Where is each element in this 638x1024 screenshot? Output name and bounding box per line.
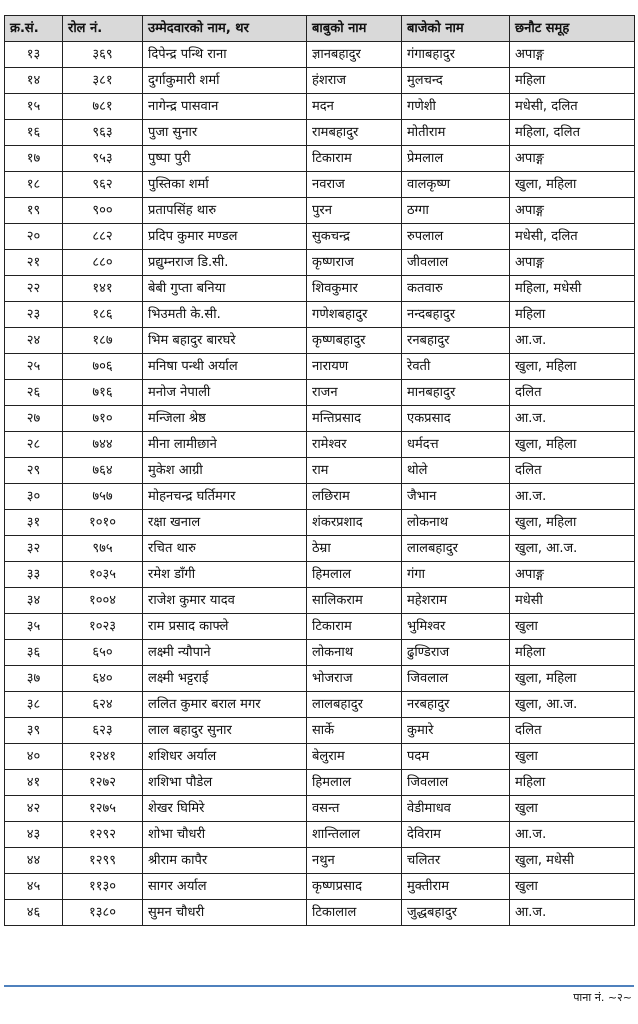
cell-group: महिला, मधेसी [510,276,635,302]
cell-name: लक्ष्मी न्यौपाने [143,640,307,666]
cell-name: भिउमती के.सी. [143,302,307,328]
cell-grandfather: जिवलाल [402,770,510,796]
cell-roll: ७५७ [63,484,143,510]
cell-group: खुला, महिला [510,354,635,380]
cell-name: प्रद्युम्नराज डि.सी. [143,250,307,276]
cell-grandfather: चलितर [402,848,510,874]
cell-roll: १२७२ [63,770,143,796]
cell-father: राम [307,458,402,484]
table-row [5,432,635,458]
cell-father: टिकालाल [307,900,402,926]
cell-father: मन्तिप्रसाद [307,406,402,432]
cell-serial: ३० [5,484,63,510]
cell-roll: १२९२ [63,822,143,848]
cell-group: खुला [510,796,635,822]
cell-grandfather: धर्मदत्त [402,432,510,458]
table-row [5,484,635,510]
cell-roll: ७१६ [63,380,143,406]
table-row [5,328,635,354]
cell-father: पुरन [307,198,402,224]
col-header-name: उम्मेदवारको नाम, थर [143,16,307,42]
table-row [5,718,635,744]
cell-father: राजन [307,380,402,406]
cell-grandfather: मुक्तीराम [402,874,510,900]
cell-grandfather: वालकृष्ण [402,172,510,198]
cell-grandfather: गंगा [402,562,510,588]
cell-grandfather: प्रेमलाल [402,146,510,172]
table-row [5,666,635,692]
cell-group: खुला [510,744,635,770]
cell-name: भिम बहादुर बारघरे [143,328,307,354]
cell-grandfather: नन्दबहादुर [402,302,510,328]
cell-roll: ७६४ [63,458,143,484]
table-row [5,172,635,198]
cell-roll: ७०६ [63,354,143,380]
cell-group: दलित [510,718,635,744]
cell-father: बेलुराम [307,744,402,770]
cell-serial: ४० [5,744,63,770]
cell-name: राम प्रसाद काफ्ले [143,614,307,640]
cell-roll: ११३० [63,874,143,900]
cell-father: लालबहादुर [307,692,402,718]
cell-roll: ९०० [63,198,143,224]
cell-grandfather: जीवलाल [402,250,510,276]
cell-father: वसन्त [307,796,402,822]
cell-father: ज्ञानबहादुर [307,42,402,68]
cell-serial: ३७ [5,666,63,692]
table-row [5,302,635,328]
cell-father: टिकाराम [307,146,402,172]
cell-serial: ४६ [5,900,63,926]
table-row [5,588,635,614]
table-row [5,848,635,874]
cell-serial: २२ [5,276,63,302]
table-row [5,744,635,770]
cell-serial: ३२ [5,536,63,562]
cell-grandfather: जिवलाल [402,666,510,692]
table-row [5,198,635,224]
cell-serial: १९ [5,198,63,224]
table-row [5,692,635,718]
cell-serial: २५ [5,354,63,380]
cell-serial: २३ [5,302,63,328]
cell-grandfather: महेशराम [402,588,510,614]
cell-father: नवराज [307,172,402,198]
table-row [5,640,635,666]
table-row [5,874,635,900]
table-row [5,770,635,796]
cell-group: महिला [510,770,635,796]
cell-group: खुला, आ.ज. [510,692,635,718]
table-row [5,354,635,380]
cell-name: लक्ष्मी भट्टराई [143,666,307,692]
cell-group: आ.ज. [510,484,635,510]
table-row [5,406,635,432]
cell-grandfather: लोकनाथ [402,510,510,536]
cell-name: नागेन्द्र पासवान [143,94,307,120]
cell-father: हिमलाल [307,770,402,796]
cell-roll: ९७५ [63,536,143,562]
cell-group: खुला, मधेसी [510,848,635,874]
cell-group: महिला [510,302,635,328]
cell-serial: १३ [5,42,63,68]
cell-group: महिला [510,68,635,94]
cell-group: दलित [510,380,635,406]
cell-serial: ३६ [5,640,63,666]
cell-serial: ३३ [5,562,63,588]
cell-father: सालिकराम [307,588,402,614]
table-row [5,796,635,822]
cell-roll: १०२३ [63,614,143,640]
cell-group: मधेसी, दलित [510,94,635,120]
cell-grandfather: रुपलाल [402,224,510,250]
table-row [5,510,635,536]
cell-name: रक्षा खनाल [143,510,307,536]
cell-roll: १४१ [63,276,143,302]
cell-group: आ.ज. [510,900,635,926]
cell-roll: १८७ [63,328,143,354]
cell-father: हिमलाल [307,562,402,588]
cell-father: रामबहादुर [307,120,402,146]
table-row [5,614,635,640]
col-header-group: छनौट समूह [510,16,635,42]
cell-grandfather: रेवती [402,354,510,380]
cell-father: नथुन [307,848,402,874]
cell-serial: ४१ [5,770,63,796]
cell-name: मोहनचन्द्र घर्तिमगर [143,484,307,510]
cell-roll: १३८० [63,900,143,926]
table-row [5,900,635,926]
cell-grandfather: मुलचन्द [402,68,510,94]
cell-father: गणेशबहादुर [307,302,402,328]
cell-group: खुला [510,614,635,640]
footer-divider [4,985,634,987]
cell-group: महिला, दलित [510,120,635,146]
cell-grandfather: लालबहादुर [402,536,510,562]
table-row [5,224,635,250]
cell-serial: १७ [5,146,63,172]
cell-name: श्रीराम कापैर [143,848,307,874]
cell-name: सागर अर्याल [143,874,307,900]
cell-serial: २६ [5,380,63,406]
cell-roll: ७१० [63,406,143,432]
cell-group: अपाङ्ग [510,42,635,68]
cell-grandfather: थोले [402,458,510,484]
cell-group: खुला, महिला [510,172,635,198]
cell-name: दुर्गाकुमारी शर्मा [143,68,307,94]
cell-group: मधेसी, दलित [510,224,635,250]
cell-grandfather: जैभान [402,484,510,510]
cell-group: खुला, महिला [510,666,635,692]
cell-grandfather: मानबहादुर [402,380,510,406]
cell-grandfather: ढुण्डिराज [402,640,510,666]
table-row [5,380,635,406]
cell-serial: ४२ [5,796,63,822]
cell-father: लछिराम [307,484,402,510]
cell-grandfather: गंगाबहादुर [402,42,510,68]
cell-roll: १२४१ [63,744,143,770]
cell-roll: १०१० [63,510,143,536]
cell-group: मधेसी [510,588,635,614]
cell-serial: ३४ [5,588,63,614]
col-header-grandfather: बाजेको नाम [402,16,510,42]
table-row [5,536,635,562]
cell-roll: १००४ [63,588,143,614]
cell-serial: ४४ [5,848,63,874]
table-row [5,94,635,120]
cell-name: मुकेश आग्री [143,458,307,484]
cell-name: शशिधर अर्याल [143,744,307,770]
cell-father: लोकनाथ [307,640,402,666]
cell-name: बेबी गुप्ता बनिया [143,276,307,302]
cell-father: कृष्णबहादुर [307,328,402,354]
table-header-row [5,16,635,42]
cell-father: ठेम्रा [307,536,402,562]
cell-roll: ६४० [63,666,143,692]
table-row [5,120,635,146]
cell-grandfather: गणेशी [402,94,510,120]
cell-serial: १६ [5,120,63,146]
table-row [5,250,635,276]
cell-name: मीना लामीछाने [143,432,307,458]
cell-name: शेखर घिमिरे [143,796,307,822]
cell-name: सुमन चौधरी [143,900,307,926]
cell-group: अपाङ्ग [510,250,635,276]
cell-roll: ६२४ [63,692,143,718]
cell-father: भोजराज [307,666,402,692]
cell-father: हंशराज [307,68,402,94]
cell-name: रमेश डाँगी [143,562,307,588]
cell-serial: १५ [5,94,63,120]
cell-serial: २० [5,224,63,250]
candidate-table [4,15,635,926]
cell-grandfather: पदम [402,744,510,770]
cell-group: आ.ज. [510,406,635,432]
table-row [5,822,635,848]
cell-father: नारायण [307,354,402,380]
cell-group: खुला, आ.ज. [510,536,635,562]
cell-group: महिला [510,640,635,666]
cell-roll: ६२३ [63,718,143,744]
cell-father: मदन [307,94,402,120]
cell-father: कृष्णराज [307,250,402,276]
cell-serial: २१ [5,250,63,276]
cell-name: प्रदिप कुमार मण्डल [143,224,307,250]
table-row [5,68,635,94]
cell-roll: १२७५ [63,796,143,822]
cell-name: पुजा सुनार [143,120,307,146]
cell-grandfather: वेडीमाधव [402,796,510,822]
table-row [5,42,635,68]
cell-name: रचित थारु [143,536,307,562]
cell-name: शोभा चौधरी [143,822,307,848]
cell-roll: ८८० [63,250,143,276]
cell-roll: ८८२ [63,224,143,250]
cell-roll: १८६ [63,302,143,328]
cell-group: अपाङ्ग [510,198,635,224]
cell-father: सार्के [307,718,402,744]
cell-serial: १८ [5,172,63,198]
cell-grandfather: मोतीराम [402,120,510,146]
cell-grandfather: एकप्रसाद [402,406,510,432]
col-header-serial: क्र.सं. [5,16,63,42]
cell-roll: ३६९ [63,42,143,68]
cell-name: प्रतापसिंह थारु [143,198,307,224]
cell-serial: २७ [5,406,63,432]
cell-group: खुला, महिला [510,510,635,536]
cell-grandfather: कतवारु [402,276,510,302]
cell-group: दलित [510,458,635,484]
cell-grandfather: ठग्गा [402,198,510,224]
cell-name: मन्जिला श्रेष्ठ [143,406,307,432]
page-number: पाना नं. ~२~ [573,991,632,1004]
col-header-father: बाबुको नाम [307,16,402,42]
cell-grandfather: रनबहादुर [402,328,510,354]
cell-serial: ३१ [5,510,63,536]
cell-name: पुष्पा पुरी [143,146,307,172]
cell-group: अपाङ्ग [510,562,635,588]
cell-name: शशिभा पौडेल [143,770,307,796]
table-row [5,562,635,588]
cell-roll: ९६२ [63,172,143,198]
cell-name: दिपेन्द्र पन्थि राना [143,42,307,68]
cell-father: शिवकुमार [307,276,402,302]
table-row [5,146,635,172]
cell-father: शंकरप्रशाद [307,510,402,536]
cell-grandfather: कुमारे [402,718,510,744]
cell-serial: २९ [5,458,63,484]
cell-grandfather: देविराम [402,822,510,848]
table-row [5,458,635,484]
cell-name: मनोज नेपाली [143,380,307,406]
cell-roll: ७४४ [63,432,143,458]
cell-group: अपाङ्ग [510,146,635,172]
cell-serial: २८ [5,432,63,458]
cell-father: कृष्णप्रसाद [307,874,402,900]
cell-name: पुस्तिका शर्मा [143,172,307,198]
cell-serial: १४ [5,68,63,94]
cell-father: टिकाराम [307,614,402,640]
cell-group: आ.ज. [510,328,635,354]
cell-group: खुला [510,874,635,900]
cell-grandfather: भुमिश्वर [402,614,510,640]
cell-serial: ४३ [5,822,63,848]
cell-name: ललित कुमार बराल मगर [143,692,307,718]
cell-roll: ३८१ [63,68,143,94]
table-row [5,276,635,302]
cell-roll: ७८१ [63,94,143,120]
cell-father: सुकचन्द्र [307,224,402,250]
cell-name: राजेश कुमार यादव [143,588,307,614]
cell-serial: ३९ [5,718,63,744]
cell-roll: ९६३ [63,120,143,146]
cell-grandfather: नरबहादुर [402,692,510,718]
cell-father: शान्तिलाल [307,822,402,848]
cell-roll: १२९९ [63,848,143,874]
cell-roll: ६५० [63,640,143,666]
col-header-roll: रोल नं. [63,16,143,42]
cell-father: रामेश्वर [307,432,402,458]
cell-group: खुला, महिला [510,432,635,458]
cell-serial: ३५ [5,614,63,640]
cell-name: मनिषा पन्थी अर्याल [143,354,307,380]
cell-name: लाल बहादुर सुनार [143,718,307,744]
cell-serial: ३८ [5,692,63,718]
cell-serial: २४ [5,328,63,354]
cell-grandfather: जुद्धबहादुर [402,900,510,926]
cell-group: आ.ज. [510,822,635,848]
cell-serial: ४५ [5,874,63,900]
cell-roll: ९५३ [63,146,143,172]
cell-roll: १०३५ [63,562,143,588]
